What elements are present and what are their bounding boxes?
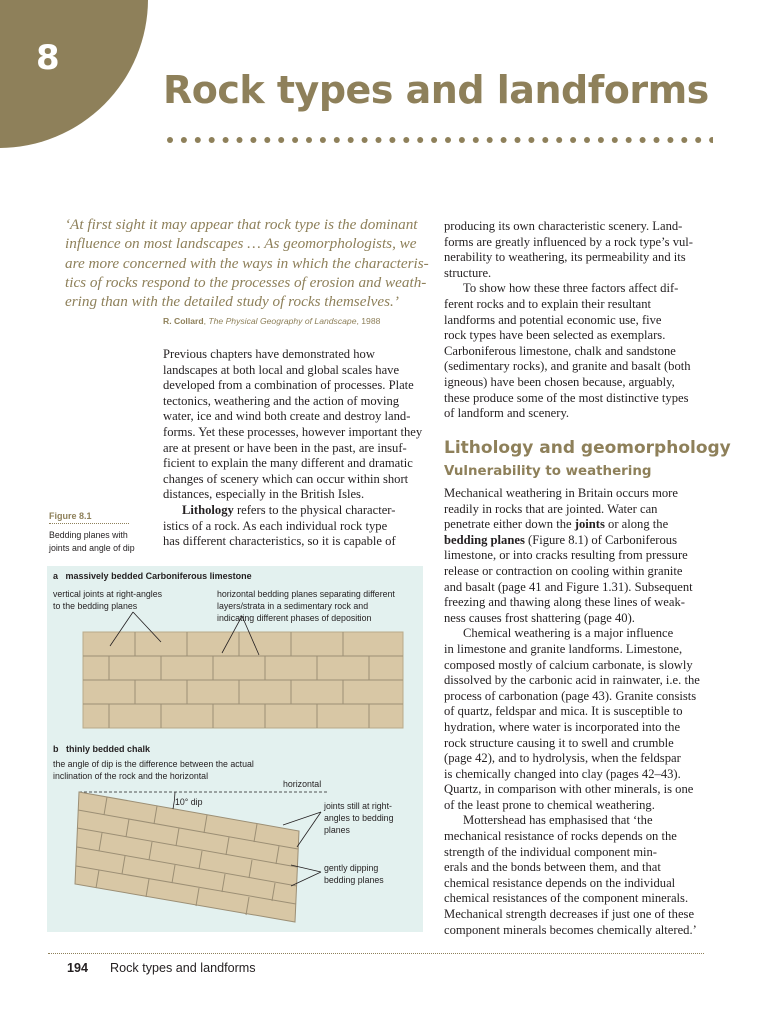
- label-line: to the bedding planes: [53, 601, 138, 611]
- rule-dot: [181, 137, 187, 143]
- body-line: Mottershead has emphasised that ‘the: [463, 813, 653, 828]
- chapter-number: 8: [36, 38, 60, 78]
- body-line: forms are greatly influenced by a rock type’s vul-: [444, 234, 693, 249]
- citation-separator: ,: [203, 316, 209, 326]
- label-line: bedding planes: [324, 875, 384, 885]
- body-line: changes of scenery which can occur within short: [163, 471, 409, 486]
- body-line: of the least prone to chemical weathering.: [444, 797, 655, 812]
- rule-dot: [612, 137, 618, 143]
- label-line: horizontal bedding planes separating different: [217, 589, 395, 599]
- epigraph-citation: [163, 316, 380, 326]
- limestone-block: [83, 612, 403, 728]
- label-line: layers/strata in a sedimentary rock and: [217, 601, 369, 611]
- chapter-tab: [0, 0, 148, 148]
- body-line: chemical resistance depends on the individual: [444, 875, 676, 890]
- term-lithology: Lithology: [182, 502, 234, 517]
- body-text: penetrate either down the: [444, 517, 575, 532]
- label-dip: 10° dip: [175, 797, 203, 807]
- label-line: joints still at right-: [324, 801, 392, 811]
- body-line: are at present or have been in the past, are insuf-: [163, 440, 407, 455]
- rule-dot: [237, 137, 243, 143]
- citation-author: R. Collard: [163, 316, 204, 326]
- body-line: [444, 517, 700, 533]
- page-number: 194: [67, 961, 89, 975]
- chapter-title: Rock types and landforms: [163, 68, 709, 112]
- body-line: Carboniferous limestone, chalk and sandstone: [444, 343, 676, 358]
- body-line: readily in rocks that are jointed. Water can: [444, 501, 658, 516]
- body-line: these produce some of the most distinctive types: [444, 390, 689, 405]
- body-line: landforms and potential economic use, five: [444, 312, 662, 327]
- rule-dot: [348, 137, 354, 143]
- body-line: mechanical resistance of rocks depends on the: [444, 829, 677, 844]
- body-line: Mechanical strength decreases if just one of these: [444, 907, 695, 922]
- rule-dot: [250, 137, 256, 143]
- label-horizontal: horizontal: [283, 779, 322, 789]
- body-text: (Figure 8.1) of Carboniferous: [524, 532, 677, 547]
- rule-dot: [431, 137, 437, 143]
- rule-dot: [528, 137, 534, 143]
- label-line: angles to bedding: [324, 813, 394, 823]
- body-line: strength of the individual component min-: [444, 844, 658, 859]
- rule-dot: [167, 137, 173, 143]
- left-column-text: [163, 347, 422, 550]
- rule-dot: [709, 137, 713, 143]
- dotted-rule: [166, 134, 713, 146]
- body-line: igneous) have been chosen because, arguably,: [444, 374, 675, 389]
- subsection-heading: Vulnerability to weathering: [444, 464, 652, 479]
- body-line: (sedimentary rocks), and granite and basalt (both: [444, 359, 691, 374]
- term-bedding-planes: bedding planes: [444, 532, 525, 547]
- body-line: istics of a rock. As each individual rock type: [163, 518, 388, 533]
- body-line: ness causes frost shattering (page 40).: [444, 610, 635, 625]
- body-line: ferent rocks and to explain their resultant: [444, 296, 652, 311]
- body-line: forms. Yet these processes, however important they: [163, 424, 423, 439]
- epigraph-line: are more concerned with the ways in which the characteris-: [65, 254, 429, 272]
- footer-rule: [48, 953, 704, 954]
- rule-dot: [417, 137, 423, 143]
- rule-dot: [362, 137, 368, 143]
- rule-dot: [640, 137, 646, 143]
- rule-dot: [598, 137, 604, 143]
- body-line: distances, especially in the British Isles.: [163, 487, 365, 502]
- body-line: composed mostly of calcium carbonate, is slowly: [444, 657, 693, 672]
- panel-a-title-text: massively bedded Carboniferous limestone: [65, 571, 252, 581]
- body-line: ficient to explain the many different and dramatic: [163, 456, 413, 471]
- body-line: [163, 503, 422, 519]
- rule-dot: [389, 137, 395, 143]
- term-joints: joints: [574, 517, 605, 532]
- panel-b-title: [53, 744, 150, 754]
- body-line: producing its own characteristic scenery. Land-: [444, 219, 683, 233]
- rule-dot: [626, 137, 632, 143]
- rule-dot: [459, 137, 465, 143]
- chalk-block: [75, 792, 327, 922]
- rule-dot: [334, 137, 340, 143]
- body-line: has different characteristics, so it is capable of: [163, 534, 396, 549]
- rule-dot: [195, 137, 201, 143]
- label-line: gently dipping: [324, 863, 379, 873]
- body-line: of quartz, feldspar and mica. It is susceptible to: [444, 704, 683, 719]
- rule-dot: [445, 137, 451, 143]
- label-line: the angle of dip is the difference between the actual: [53, 759, 254, 769]
- body-line: Previous chapters have demonstrated how: [163, 347, 375, 361]
- rule-dot: [570, 137, 576, 143]
- body-line: Mechanical weathering in Britain occurs more: [444, 486, 678, 500]
- body-text: refers to the physical character-: [233, 502, 396, 517]
- panel-b-title-text: thinly bedded chalk: [66, 744, 151, 754]
- rule-dot: [501, 137, 507, 143]
- rule-dot: [209, 137, 215, 143]
- body-line: freezing and thawing along these lines of weak-: [444, 595, 685, 610]
- body-text: or along the: [604, 517, 669, 532]
- label-line: planes: [324, 825, 350, 835]
- caption-line: joints and angle of dip: [49, 543, 135, 554]
- caption-line: Bedding planes with: [49, 530, 128, 540]
- body-line: Quartz, in comparison with other minerals, is one: [444, 782, 694, 797]
- rule-dot: [473, 137, 479, 143]
- body-line: landscapes at both local and global scales have: [163, 362, 400, 377]
- body-line: erals and the bonds between them, and that: [444, 860, 661, 875]
- body-line: tectonics, weathering and the action of moving: [163, 393, 400, 408]
- section-heading: Lithology and geomorphology: [444, 438, 731, 458]
- panel-a-letter: a: [53, 571, 59, 581]
- body-line: component minerals becomes chemically altered.’: [444, 922, 697, 937]
- rule-dot: [695, 137, 701, 143]
- rule-dot: [264, 137, 270, 143]
- citation-year: , 1988: [356, 316, 381, 326]
- label-line: indicating different phases of deposition: [217, 613, 372, 623]
- figure-panel: [47, 566, 423, 932]
- epigraph-quote: [65, 215, 429, 311]
- body-line: is chemically changed into clay (pages 42–43).: [444, 766, 681, 781]
- body-line: nerability to weathering, its permeability and its: [444, 250, 686, 265]
- rule-dot: [667, 137, 673, 143]
- label-gently-dipping: [324, 862, 384, 886]
- body-line: process of carbonation (page 43). Granite consists: [444, 688, 697, 703]
- rule-dot: [223, 137, 229, 143]
- rule-dot: [542, 137, 548, 143]
- body-line: water, ice and wind both create and destroy land-: [163, 409, 411, 424]
- body-line: developed from a combination of processes. Plate: [163, 378, 414, 393]
- body-line: hydration, where water is incorporated into the: [444, 719, 681, 734]
- right-column-weathering: [444, 486, 700, 938]
- rule-dot: [654, 137, 660, 143]
- body-line: rock structure causing it to swell and crumble: [444, 735, 674, 750]
- body-line: of landform and scenery.: [444, 406, 570, 421]
- rule-dot: [584, 137, 590, 143]
- body-line: dissolved by the carbonic acid in rainwater, i.e. the: [444, 673, 700, 688]
- figure-label-rule: [49, 523, 129, 524]
- citation-book: The Physical Geography of Landscape: [208, 316, 357, 326]
- label-line: inclination of the rock and the horizontal: [53, 771, 209, 781]
- figure-caption: [49, 529, 135, 555]
- epigraph-line: ‘At first sight it may appear that rock type is the dominant: [65, 216, 418, 233]
- body-line: release or contraction on cooling within granite: [444, 563, 683, 578]
- rule-dot: [487, 137, 493, 143]
- panel-b-letter: b: [53, 744, 59, 754]
- rule-dot: [681, 137, 687, 143]
- rule-dot: [376, 137, 382, 143]
- body-line: Chemical weathering is a major influence: [463, 626, 674, 641]
- rule-dot: [292, 137, 298, 143]
- right-column-intro: [444, 219, 693, 422]
- body-line: (page 42), and to hydrolysis, when the feldspar: [444, 751, 681, 766]
- label-angle-of-dip: [53, 758, 254, 782]
- body-line: limestone, or into cracks resulting from pressure: [444, 548, 688, 563]
- epigraph-line: tics of rocks respond to the processes of erosion and weath-: [65, 273, 427, 291]
- body-line: rock types have been selected as exemplars.: [444, 328, 666, 343]
- body-line: chemical resistances of the component minerals.: [444, 891, 689, 906]
- epigraph-line: influence on most landscapes … As geomorphologists, we: [65, 235, 417, 253]
- epigraph-line: ering than with the detailed study of rocks themselves.’: [65, 293, 399, 311]
- label-joints-right-angles: [324, 800, 393, 836]
- rule-dot: [306, 137, 312, 143]
- body-line: To show how these three factors affect dif-: [463, 281, 679, 296]
- rule-dot: [278, 137, 284, 143]
- label-line: vertical joints at right-angles: [53, 589, 163, 599]
- body-line: [444, 533, 700, 549]
- rule-dot: [403, 137, 409, 143]
- figure-label: Figure 8.1: [49, 511, 92, 521]
- body-line: in limestone and granite landforms. Limestone,: [444, 641, 683, 656]
- rule-dot: [320, 137, 326, 143]
- rule-dot: [556, 137, 562, 143]
- body-line: and basalt (page 41 and Figure 1.31). Subsequent: [444, 579, 693, 594]
- body-line: structure.: [444, 265, 492, 280]
- rule-dot: [515, 137, 521, 143]
- running-footer: Rock types and landforms: [110, 961, 256, 975]
